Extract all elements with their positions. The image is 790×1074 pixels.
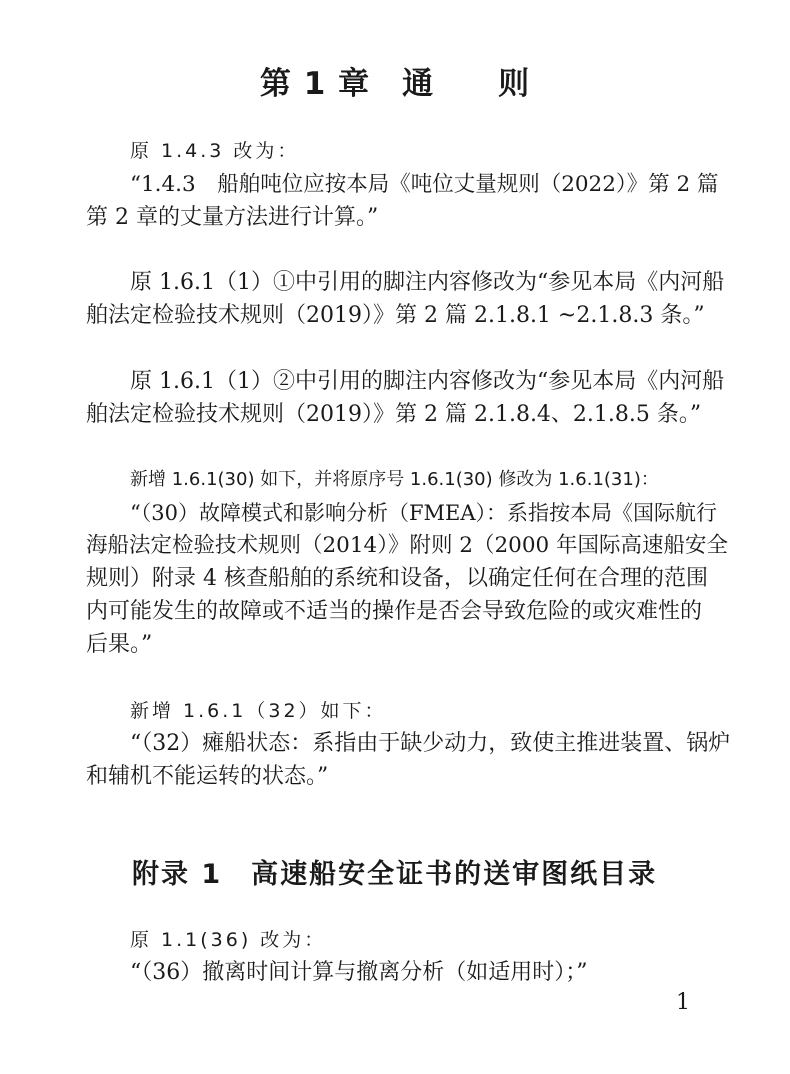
paragraph-lead: 原 1.4.3 改为：: [130, 140, 300, 162]
paragraph-lead: 新增 1.6.1（32）如下：: [130, 700, 387, 722]
paragraph-line: 舶法定检验技术规则（2019）》第 2 篇 2.1.8.1 ~2.1.8.3 条。”: [86, 303, 705, 328]
paragraph-line: “（32）瘫船状态：系指由于缺少动力，致使主推进装置、锅炉: [130, 731, 731, 756]
paragraph-line: 原 1.6.1（1）①中引用的脚注内容修改为“参见本局《内河船: [130, 270, 725, 295]
chapter-title: 第 1 章 通 则: [259, 66, 531, 102]
appendix-title: 附录 1 高速船安全证书的送审图纸目录: [132, 859, 658, 890]
paragraph-line: “1.4.3 船舶吨位应按本局《吨位丈量规则（2022）》第 2 篇: [130, 172, 719, 197]
paragraph-line: 原 1.6.1（1）②中引用的脚注内容修改为“参见本局《内河船: [130, 369, 725, 394]
paragraph-line: 内可能发生的故障或不适当的操作是否会导致危险的或灾难性的: [86, 599, 703, 624]
paragraph-line: 规则）附录 4 核查船舶的系统和设备，以确定任何在合理的范围: [86, 566, 708, 591]
paragraph-line: “（36）撤离时间计算与撤离分析（如适用时）；”: [130, 960, 588, 985]
paragraph-line: 海船法定检验技术规则（2014）》附则 2（2000 年国际高速船安全: [86, 533, 729, 558]
page-number: 1: [676, 990, 690, 1015]
paragraph-line: “（30）故障模式和影响分析（FMEA）：系指按本局《国际航行: [130, 501, 718, 525]
paragraph-lead: 原 1.1(36) 改为：: [130, 929, 327, 951]
paragraph-line: 和辅机不能运转的状态。”: [86, 764, 329, 789]
paragraph-line: 后果。”: [86, 632, 153, 657]
paragraph-line: 舶法定检验技术规则（2019）》第 2 篇 2.1.8.4、2.1.8.5 条。”: [86, 402, 702, 427]
paragraph-lead: 新增 1.6.1(30) 如下，并将原序号 1.6.1(30) 修改为 1.6.1(31)：: [130, 469, 659, 490]
paragraph-line: 第 2 章的丈量方法进行计算。”: [86, 205, 379, 230]
